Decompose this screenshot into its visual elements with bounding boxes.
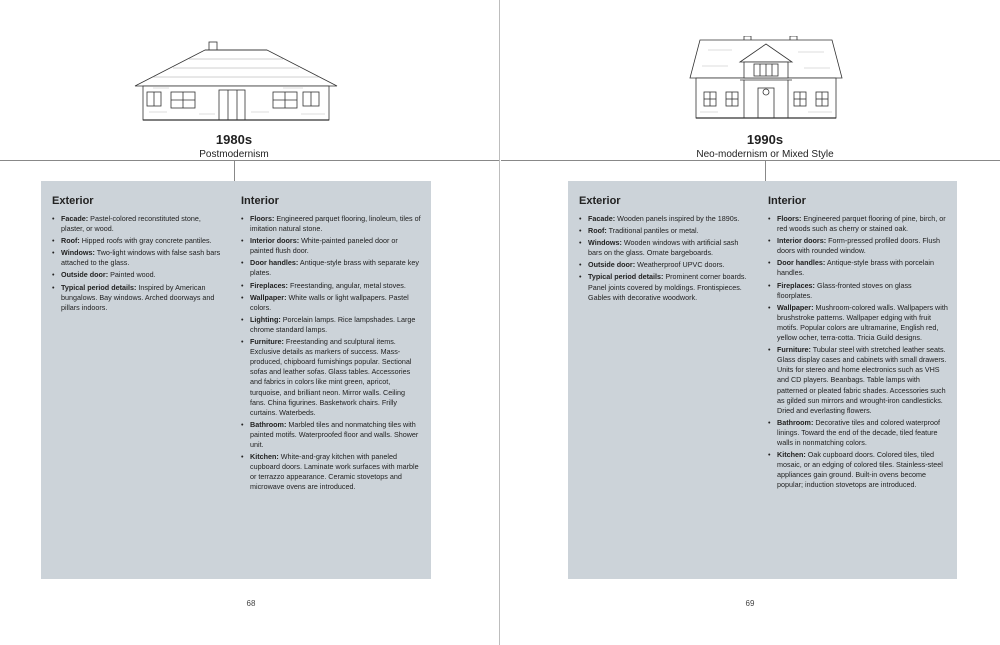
page-number: 69 [745,599,755,608]
connector-line [765,160,766,182]
list-item: • Typical period details: Inspired by American bungalows. Bay windows. Arched doorways and pillars indoors. [52,283,224,313]
exterior-column [579,195,751,305]
list-item: • Roof: Traditional pantiles or metal. [579,226,751,236]
era-title: 1990s [746,132,784,147]
list-item: • Bathroom: Marbled tiles and nonmatching tiles with painted motifs. Waterproofed floor and walls. Shower unit. [241,420,421,450]
interior-list [241,214,421,492]
list-item: • Fireplaces: Glass-fronted stoves on glass floorplates. [768,281,948,301]
list-item: • Interior doors: Form-pressed profiled doors. Flush doors with rounded window. [768,236,948,256]
divider-line [501,160,1000,161]
list-item: • Wallpaper: White walls or light wallpapers. Pastel colors. [241,293,421,313]
right-page [500,0,1000,645]
list-item: • Windows: Wooden windows with artificial sash bars on the glass. Ornate bargeboards. [579,238,751,258]
interior-column [241,195,421,494]
list-item: • Typical period details: Prominent corner boards. Panel joints covered by moldings. Frontispieces. Gables with decorative woodwork. [579,272,751,302]
connector-line [234,160,235,182]
bungalow-house-illustration [133,40,339,124]
list-item: • Floors: Engineered parquet flooring, linoleum, tiles of imitation natural stone. [241,214,421,234]
list-item: • Outside door: Painted wood. [52,270,224,280]
era-heading [665,132,865,161]
page-number: 68 [246,599,256,608]
exterior-heading: Exterior [52,195,94,207]
info-panel [568,181,957,579]
era-style: Neo-modernism or Mixed Style [696,149,834,160]
exterior-column [52,195,224,315]
list-item: • Outside door: Weatherproof UPVC doors. [579,260,751,270]
era-title: 1980s [215,132,253,147]
list-item: • Furniture: Tubular steel with stretched leather seats. Glass display cases and cabinets with small drawers. Units for stereo and home electronics such as VHS and CD players. Beanbags. Table lamps with patterned or pleated fabric shades. Accessories such as gilded sun mirrors and wrought-iron candlesticks. Dried and everlasting flowers. [768,345,948,416]
list-item: • Floors: Engineered parquet flooring of pine, birch, or red woods such as cherry or stained oak. [768,214,948,234]
exterior-heading: Exterior [579,195,621,207]
list-item: • Furniture: Freestanding and sculptural items. Exclusive details as markers of success. Mass-produced, chipboard furnishings popular. Sectional sofas and leather sofas. Glass tables. Accessories and fabrics in colors like mint green, apricot, turquoise, and brilliant neon. Mirror walls. Ceiling fans. China figurines. Basketwork chairs. Frilly curtains. Waterbeds. [241,337,421,418]
list-item: • Bathroom: Decorative tiles and colored waterproof linings. Toward the end of the decade, tiled feature walls in nonmatching colors. [768,418,948,448]
info-panel [41,181,431,579]
exterior-list [52,214,224,313]
era-heading [134,132,334,161]
list-item: • Facade: Pastel-colored reconstituted stone, plaster, or wood. [52,214,224,234]
list-item: • Facade: Wooden panels inspired by the 1890s. [579,214,751,224]
list-item: • Kitchen: Oak cupboard doors. Colored tiles, tiled mosaic, or an edging of colored tiles. Stainless-steel appliances gain ground. Built-in ovens become popular; induction stovetops are introduced. [768,450,948,490]
list-item: • Interior doors: White-painted paneled door or painted flush door. [241,236,421,256]
list-item: • Roof: Hipped roofs with gray concrete pantiles. [52,236,224,246]
list-item: • Door handles: Antique-style brass with porcelain handles. [768,258,948,278]
list-item: • Windows: Two-light windows with false sash bars attached to the glass. [52,248,224,268]
interior-heading: Interior [241,195,279,207]
list-item: • Wallpaper: Mushroom-colored walls. Wallpapers with brushstroke patterns. Wallpaper edging with fruit motifs. Popular colors are ultramarine, English red, yellow ocher, terra-cotta. Tricia Guild designs. [768,303,948,343]
divider-line [0,160,499,161]
list-item: • Fireplaces: Freestanding, angular, metal stoves. [241,281,421,291]
era-style: Postmodernism [199,149,269,160]
interior-heading: Interior [768,195,806,207]
exterior-list [579,214,751,303]
mixed-style-house-illustration [688,36,844,122]
list-item: • Kitchen: White-and-gray kitchen with paneled cupboard doors. Laminate work surfaces with marble or terrazzo appearance. Ceramic stovetops and microwave ovens are introduced. [241,452,421,492]
list-item: • Lighting: Porcelain lamps. Rice lampshades. Large chrome standard lamps. [241,315,421,335]
interior-list [768,214,948,490]
list-item: • Door handles: Antique-style brass with separate key plates. [241,258,421,278]
interior-column [768,195,948,492]
